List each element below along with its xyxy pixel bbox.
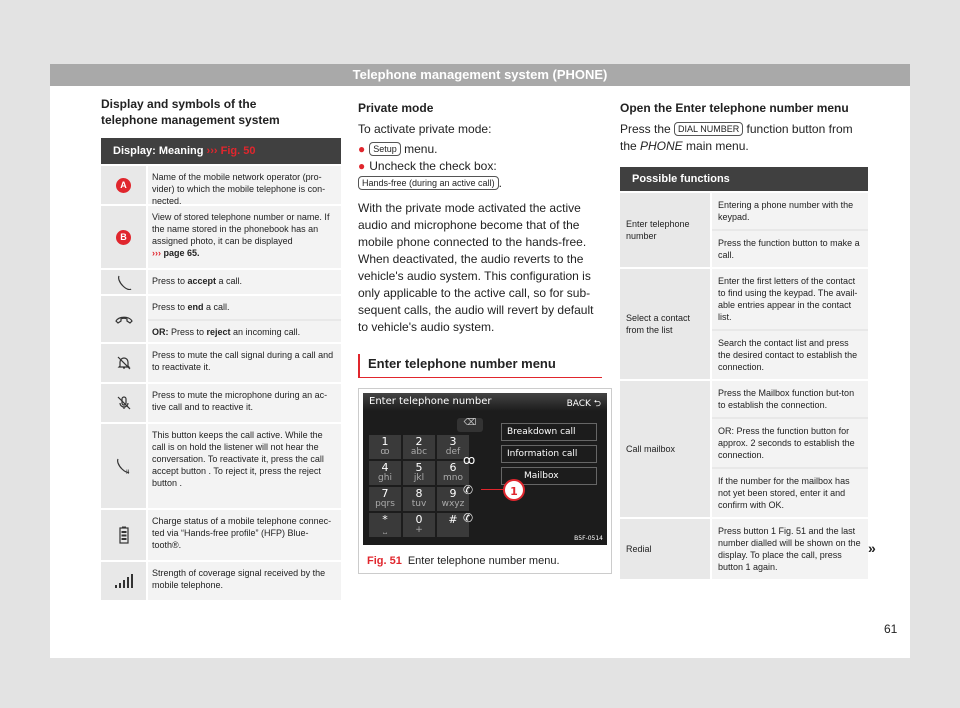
keypad-key: 5 jkl	[403, 461, 435, 485]
screen-title: Enter telephone number	[363, 393, 607, 411]
page-ref-link[interactable]: page 65.	[163, 248, 200, 258]
image-code: B5F-0514	[574, 535, 603, 542]
mute-mic-icon	[101, 384, 146, 422]
hands-free-checkbox-key[interactable]: Hands-free (during an active call)	[358, 176, 499, 190]
keypad-key: 3 def	[437, 435, 469, 459]
figure-ref: Fig. 50	[220, 145, 256, 157]
setup-key[interactable]: Setup	[369, 142, 401, 156]
svg-text:II: II	[125, 469, 130, 475]
row-text: Strength of coverage signal received by the mobile telephone.	[146, 562, 341, 600]
mailbox-button: Mailbox	[501, 467, 597, 485]
private-mode-heading: Private mode	[358, 101, 434, 115]
page-header: Telephone management system (PHONE)	[50, 64, 910, 86]
table-row: Call mailbox Press the Mailbox function but-ton to establish the connection. OR: Press the function button for approx. 2 seconds to establish the connection. If the number for the mailbox has not yet been stored, enter it and confirm with OK.	[620, 379, 868, 517]
row-text: This button keeps the call active. While the call is on hold the listener will not hear the conversation. To reactivate it, press the call accept button . To reject it, press the reject button .	[146, 424, 341, 508]
callout-1: 1	[503, 479, 525, 501]
breakdown-call-button: Breakdown call	[501, 423, 597, 441]
keypad-key: 9 wxyz	[437, 487, 469, 511]
table-row	[101, 342, 341, 382]
table-row	[101, 164, 341, 204]
step-2: ● Uncheck the check box:	[358, 159, 497, 173]
row-text: Press to mute the microphone during an ac-tive call and to reactive it.	[146, 384, 341, 422]
callout-a-icon: A	[116, 178, 131, 193]
end-call-icon	[101, 296, 146, 342]
keypad	[369, 435, 469, 537]
page-number: 61	[884, 622, 898, 636]
battery-icon	[101, 510, 146, 560]
figure-caption: Fig. 51 Enter telephone number menu.	[367, 555, 560, 567]
row-text: View of stored telephone number or name. If the name stored in the phonebook has an assigned photo, it can be displayed ››› page 65.	[146, 206, 341, 268]
keypad-key: 7 pqrs	[369, 487, 401, 511]
table-row	[101, 560, 341, 600]
keypad-key: * ⎵	[369, 513, 401, 537]
keypad-key: 2 abc	[403, 435, 435, 459]
keypad-key: #	[437, 513, 469, 537]
table-row	[101, 294, 341, 342]
table-header: Possible functions	[620, 167, 868, 191]
step-1: ● Setup menu.	[358, 142, 438, 156]
voicemail-icon: ꝏ	[463, 453, 476, 467]
display-table	[101, 138, 341, 600]
keypad-key: 0 +	[403, 513, 435, 537]
right-column	[620, 100, 870, 579]
keypad-key: 4 ghi	[369, 461, 401, 485]
table-row: Redial Press button 1 Fig. 51 and the last number dialled will be shown on the display. To place the call, press button 1 again.	[620, 517, 868, 579]
figure-51	[358, 388, 612, 574]
reject-icon: ✆	[463, 511, 474, 525]
row-text: Press to end a call. OR: Press to reject an incoming call.	[146, 296, 341, 342]
continue-arrow-icon: »	[868, 540, 876, 556]
screen-image	[363, 393, 607, 545]
back-button: BACK ⮌	[566, 399, 601, 409]
table-row: Select a contact from the list Enter the first letters of the contact to find using the keypad. The avail-able entries appear in the contact list. Search the contact list and press the desired contact to establish the connection.	[620, 267, 868, 379]
functions-table	[620, 167, 868, 579]
table-header: Display: Meaning ››› Fig. 50	[101, 138, 341, 164]
mute-bell-icon	[101, 344, 146, 382]
intro-text: To activate private mode:	[358, 122, 492, 136]
table-row	[101, 382, 341, 422]
section-heading: Display and symbols of the telephone management system	[101, 97, 280, 127]
keypad-key: 8 tuv	[403, 487, 435, 511]
intro-text: Press the DIAL NUMBER function button from the PHONE main menu.	[620, 122, 853, 153]
signal-icon	[101, 562, 146, 600]
dial-number-key[interactable]: DIAL NUMBER	[674, 122, 743, 136]
table-row	[101, 422, 341, 508]
hold-call-icon	[101, 424, 146, 508]
section-title: Enter telephone number menu	[358, 354, 602, 378]
row-text: Name of the mobile network operator (pro-vider) to which the mobile telephone is con-nected.	[146, 166, 341, 204]
row-text: Charge status of a mobile telephone connec-ted via “Hands-free profile” (HFP) Blue-tooth®.	[146, 510, 341, 560]
keypad-key: 6 mno	[437, 461, 469, 485]
left-column	[101, 96, 341, 600]
keypad-key: 1 ꝏ	[369, 435, 401, 459]
body-text: With the private mode activated the active audio and microphone become that of the mobile phone connected to the hands-free. When deactivated, the audio reverts to the vehicle's audio system. This configuration is only applicable to the active call, so for sub-sequent calls, the audio will revert by default to vehicle's audio system.	[358, 201, 594, 334]
table-row	[101, 204, 341, 268]
row-text: Press to mute the call signal during a call and to reactivate it.	[146, 344, 341, 382]
table-row	[101, 268, 341, 294]
table-row	[101, 508, 341, 560]
accept-call-icon	[101, 270, 146, 294]
open-menu-heading: Open the Enter telephone number menu	[620, 101, 849, 115]
table-row: Enter telephone number Entering a phone number with the keypad. Press the function button to make a call.	[620, 191, 868, 267]
information-call-button: Information call	[501, 445, 597, 463]
middle-column: Private mode To activate private mode: ● Setup menu. ● Uncheck the check box: Hands-free (during an active call) . With the private mode activated the active audio and microphone become that of the mobile phone connected to the hands-free. When deactivated, the audio reverts to the vehicle's audio system. This configuration is only applicable to the active call, so for sub-sequent calls, the audio will revert by default to vehicle's audio system. Enter telephone number menu Enter telephone number BACK ⮌ 1 ꝏ 2 abc 3 def 4 ghi 5 jkl 6 mno 7 pqrs 8 tuv 9 wxyz * ⎵ 0 + # ⌫ ꝏ ✆ ✆ Breakdown call Information call Mailbox 1 B5F-0514 Fig. 51 Enter telephone number menu.	[358, 100, 608, 574]
call-icon: ✆	[463, 483, 474, 497]
row-text: Press to accept a call.	[146, 270, 341, 294]
backspace-icon: ⌫	[457, 418, 483, 432]
callout-b-icon: B	[116, 230, 131, 245]
